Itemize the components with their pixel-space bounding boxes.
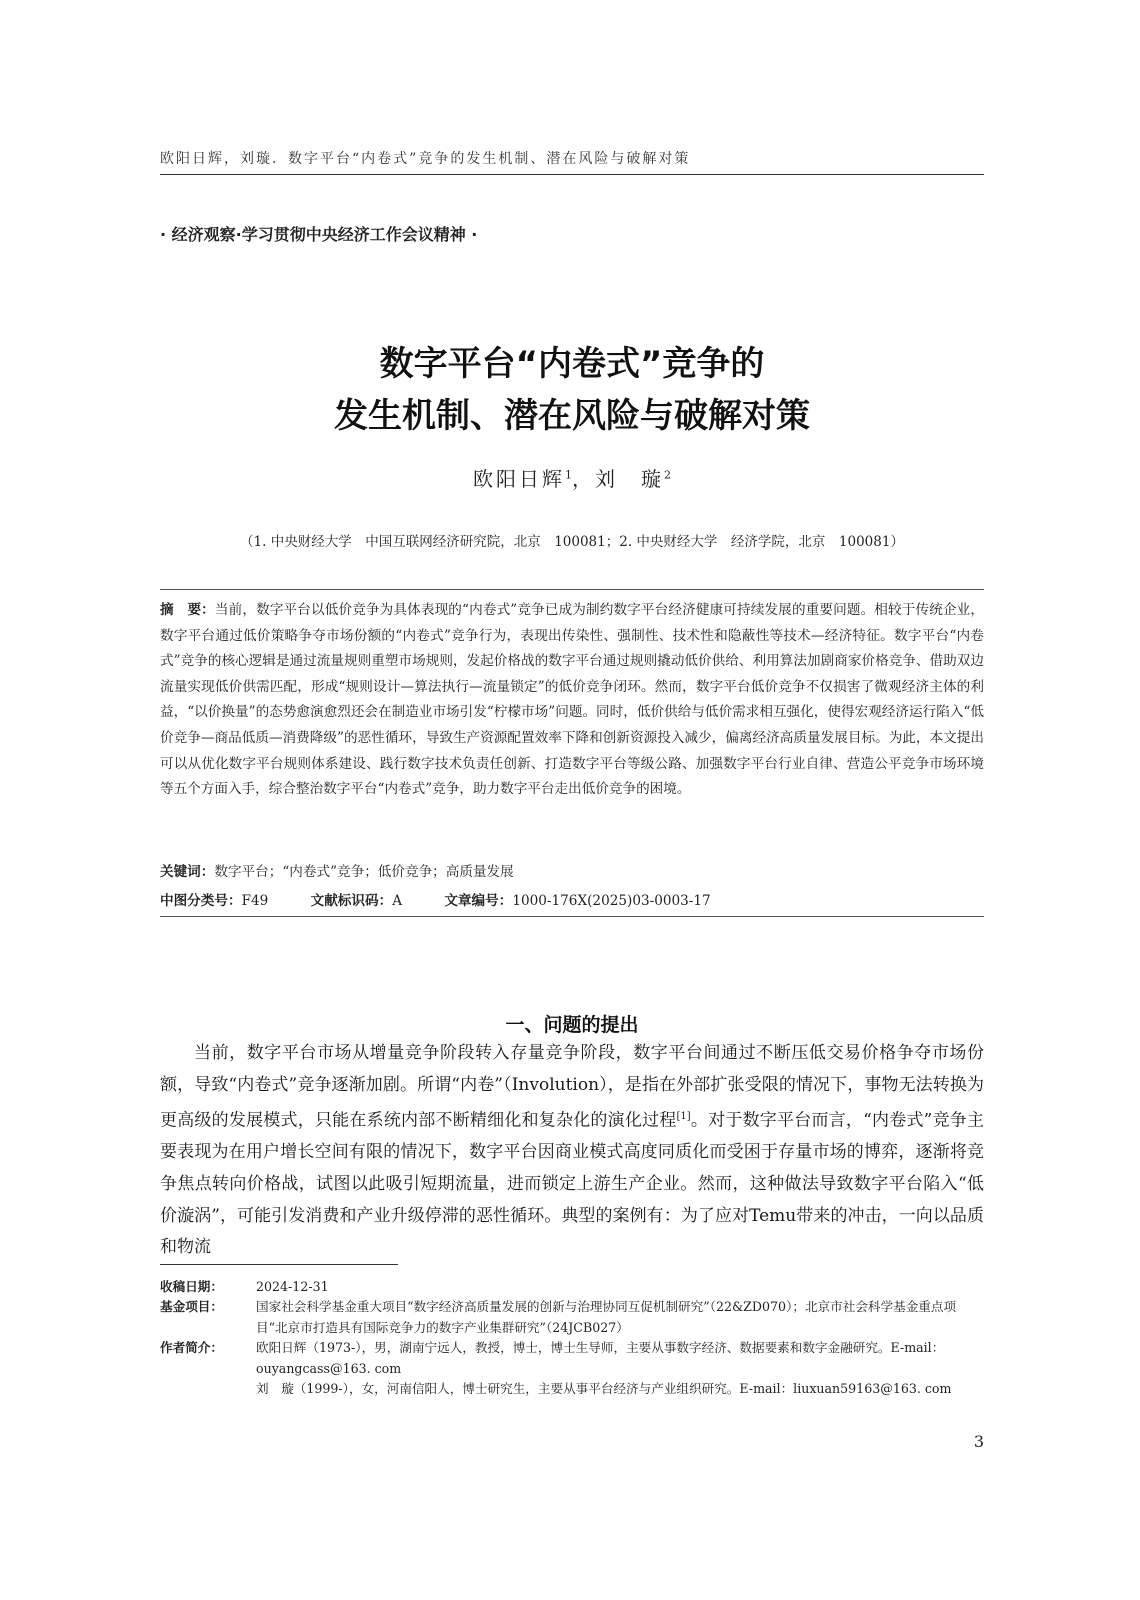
footnote-bio	[160, 1338, 984, 1399]
keywords	[160, 860, 984, 880]
body-text-part-2: 。对于数字平台而言，“内卷式”竞争主要表现为在用户增长空间有限的情况下，数字平台因商业模式高度同质化而受困于存量市场的博弈，逐渐将竞争焦点转向价格战，试图以此吸引短期流量，进而锁定上游生产企业。然而，这种做法导致数字平台陷入“低价漩涡”，可能引发消费和产业升级停滞的恶性循环。典型的案例有：为了应对Temu带来的冲击，一向以品质和物流	[160, 1110, 984, 1258]
affiliation: （1. 中央财经大学 中国互联网经济研究院，北京 100081；2. 中央财经大学 经济学院，北京 100081）	[240, 534, 904, 550]
bio-label: 作者简介：	[160, 1340, 223, 1356]
received-value: 2024-12-31	[256, 1279, 329, 1294]
article-number-value: 1000-176X(2025)03-0003-17	[512, 893, 711, 909]
fund-value: 国家社会科学基金重大项目“数字经济高质量发展的创新与治理协同互促机制研究”（22&ZD070）；北京市社会科学基金重点项目“北京市打造具有国际竞争力的数字产业集群研究”（24JCB027）	[256, 1299, 957, 1335]
citation-mark: [1]	[676, 1111, 691, 1123]
classification-line	[160, 889, 984, 909]
abstract-bottom-rule	[160, 916, 984, 917]
column-label: · 经济观察·学习贯彻中央经济工作会议精神 ·	[160, 225, 478, 244]
abstract-label: 摘 要：	[160, 602, 215, 618]
paper-title	[160, 338, 984, 442]
title-line-2: 发生机制、潜在风险与破解对策	[334, 396, 810, 436]
author-1-affiliation-mark: 1	[565, 468, 572, 482]
article-number-item	[444, 893, 710, 909]
doc-code-item	[311, 893, 402, 909]
bio-author-2: 刘 璇（1999-），女，河南信阳人，博士研究生，主要从事平台经济与产业组织研究。E-mail：liuxuan59163@163. com	[256, 1381, 952, 1397]
author-2-affiliation-mark: 2	[664, 468, 671, 482]
footnote-received	[160, 1277, 984, 1297]
article-number-label: 文章编号：	[444, 893, 513, 909]
abstract-top-rule	[160, 589, 984, 590]
clc-value: F49	[241, 893, 269, 909]
section-heading: 一、问题的提出	[505, 1014, 639, 1036]
abstract	[160, 598, 984, 803]
author-2: 刘 璇	[595, 467, 664, 491]
page-number: 3	[973, 1432, 984, 1451]
doc-code-value: A	[392, 893, 403, 909]
body-paragraph	[160, 1038, 984, 1264]
running-header: 欧阳日辉，刘璇．数字平台“内卷式”竞争的发生机制、潜在风险与破解对策	[160, 151, 691, 167]
author-separator: ，	[572, 467, 595, 491]
title-line-1: 数字平台“内卷式”竞争的	[379, 344, 765, 384]
header-rule	[160, 174, 984, 175]
authors	[160, 463, 984, 492]
keywords-text: 数字平台；“内卷式”竞争；低价竞争；高质量发展	[214, 864, 514, 880]
fund-label: 基金项目：	[160, 1299, 223, 1315]
bio-values	[256, 1338, 984, 1399]
keywords-label: 关键词：	[160, 864, 215, 880]
doc-code-label: 文献标识码：	[310, 893, 393, 909]
footnote-rule	[160, 1264, 398, 1265]
clc-label: 中图分类号：	[160, 893, 242, 909]
footnotes	[160, 1277, 984, 1399]
author-1: 欧阳日辉	[473, 467, 565, 491]
abstract-text: 当前，数字平台以低价竞争为具体表现的“内卷式”竞争已成为制约数字平台经济健康可持续发展的重要问题。相较于传统企业，数字平台通过低价策略争夺市场份额的“内卷式”竞争行为，表现出传染性、强制性、技术性和隐蔽性等技术—经济特征。数字平台“内卷式”竞争的核心逻辑是通过流量规则重塑市场规则，发起价格战的数字平台通过规则撬动低价供给、利用算法加剧商家价格竞争、借助双边流量实现低价供需匹配，形成“规则设计—算法执行—流量锁定”的低价竞争闭环。然而，数字平台低价竞争不仅损害了微观经济主体的利益，“以价换量”的态势愈演愈烈还会在制造业市场引发“柠檬市场”问题。同时，低价供给与低价需求相互强化，使得宏观经济运行陷入“低价竞争—商品低质—消费降级”的恶性循环，导致生产资源配置效率下降和创新资源投入减少，偏离经济高质量发展目标。为此，本文提出可以从优化数字平台规则体系建设、践行数字技术负责任创新、打造数字平台等级公路、加强数字平台行业自律、营造公平竞争市场环境等五个方面入手，综合整治数字平台“内卷式”竞争，助力数字平台走出低价竞争的困境。	[160, 602, 984, 798]
bio-author-1: 欧阳日辉（1973-），男，湖南宁远人，教授，博士，博士生导师，主要从事数字经济、数据要素和数字金融研究。E-mail：ouyangcass@163. com	[256, 1340, 945, 1376]
footnote-fund	[160, 1297, 984, 1338]
received-label: 收稿日期：	[160, 1279, 223, 1294]
clc-item	[160, 893, 268, 909]
body-text-part-1: 当前，数字平台市场从增量竞争阶段转入存量竞争阶段，数字平台间通过不断压低交易价格争夺市场份额，导致“内卷式”竞争逐渐加剧。所谓“内卷”（Involution），是指在外部扩张受限的情况下，事物无法转换为更高级的发展模式，只能在系统内部不断精细化和复杂化的演化过程	[160, 1043, 984, 1131]
